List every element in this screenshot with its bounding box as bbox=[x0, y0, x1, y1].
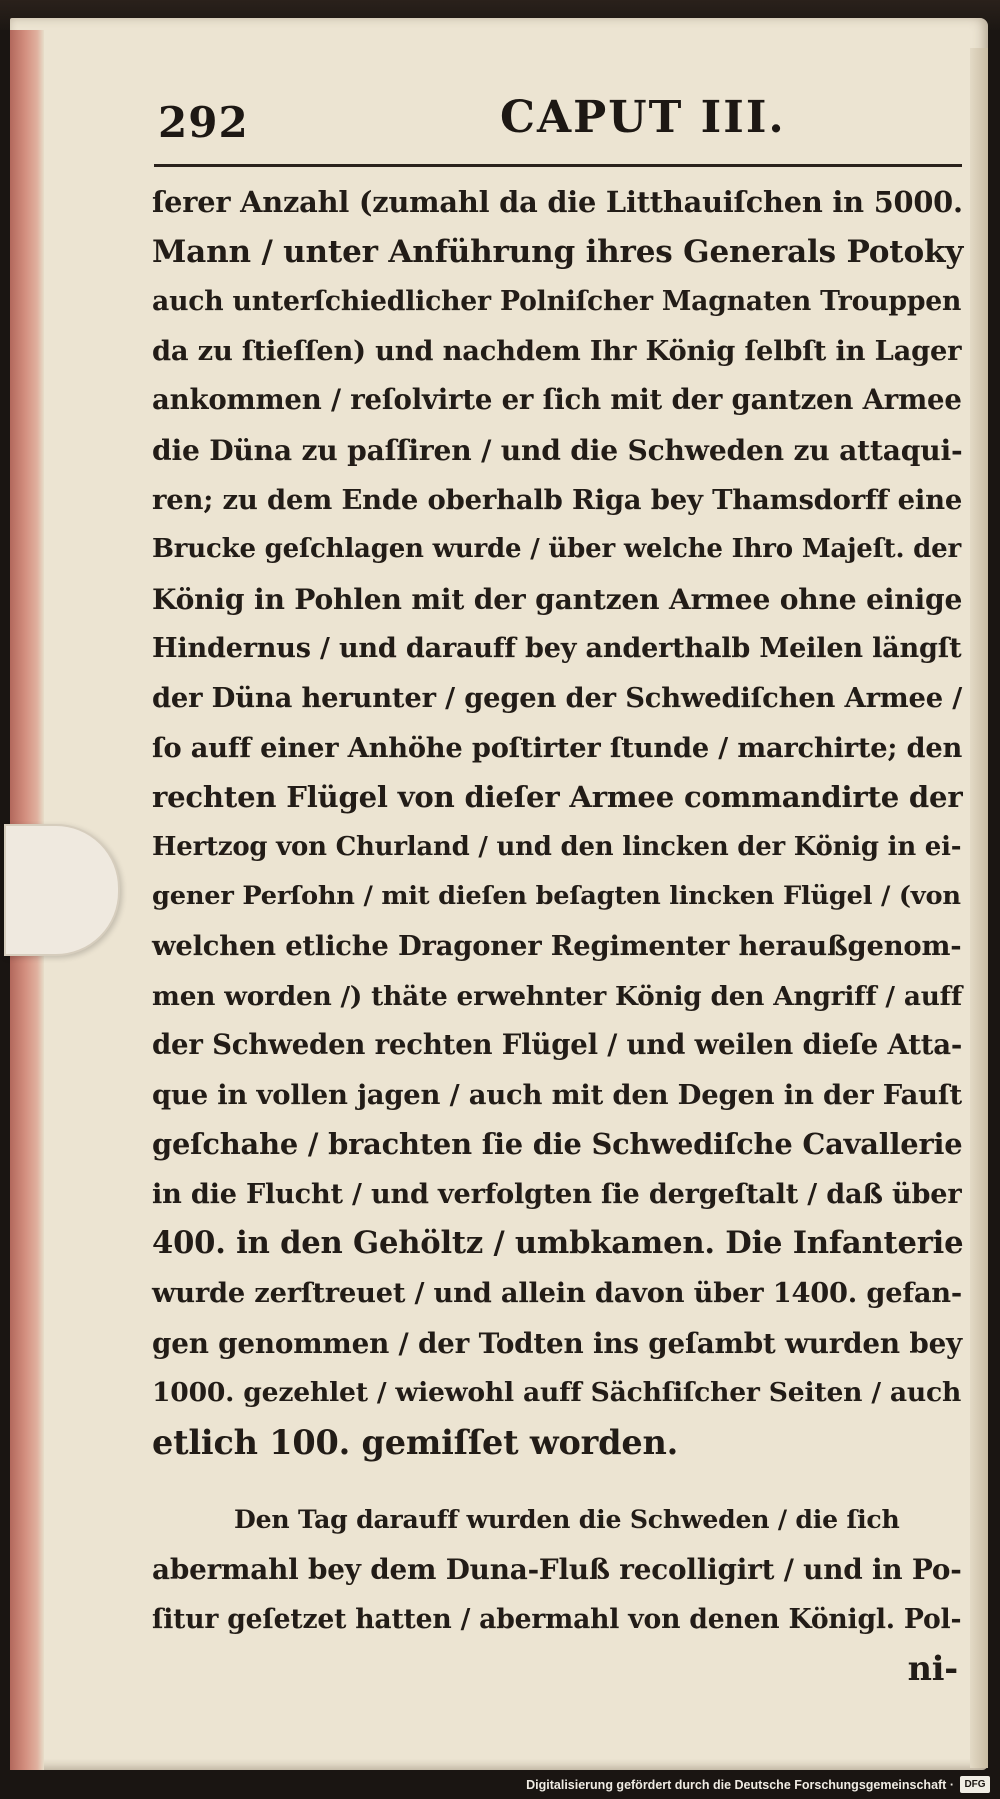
text-line: gen genommen / der Todten ins geſambt wurden bey bbox=[152, 1326, 962, 1360]
text-line: geſchahe / brachten ſie die Schwediſche Cavallerie bbox=[152, 1127, 963, 1162]
header-rule bbox=[154, 164, 962, 167]
text-line: der Düna herunter / gegen der Schwediſchen Armee / bbox=[152, 681, 963, 714]
text-line: ren; zu dem Ende oberhalb Riga bey Thamsdorff eine bbox=[152, 483, 963, 516]
text-line: etlich 100. gemiſſet worden. bbox=[152, 1422, 679, 1462]
text-line: gener Perſohn / mit dieſen beſagten lincken Flügel / (von bbox=[152, 881, 961, 912]
text-line: da zu ſtieſſen) und nachdem Ihr König ſelbſt in Lager bbox=[152, 334, 962, 367]
body-text bbox=[152, 178, 964, 1694]
text-line: 400. in den Gehöltz / umbkamen. Die Infanterie bbox=[152, 1225, 964, 1262]
text-line: König in Pohlen mit der gantzen Armee ohne einige bbox=[152, 582, 963, 616]
text-line: welchen etliche Dragoner Regimenter heraußgenom- bbox=[152, 929, 962, 962]
running-head: CAPUT III. bbox=[500, 92, 786, 143]
text-line: ſitur geſetzet hatten / abermahl von denen Königl. Pol- bbox=[152, 1603, 962, 1635]
dfg-logo: DFG bbox=[960, 1776, 990, 1793]
page-right-edge bbox=[970, 48, 988, 1768]
text-line: Hertzog von Churland / und den lincken der König in ei- bbox=[152, 831, 962, 862]
text-line: Brucke geſchlagen wurde / über welche Ihro Majeſt. der bbox=[152, 534, 962, 565]
text-line: ſo auff einer Anhöhe poſtirter ſtunde / marchirte; den bbox=[152, 731, 963, 764]
catchword: ni- bbox=[907, 1649, 958, 1689]
text-line: Mann / unter Anführung ihres Generals Potoky bbox=[152, 233, 964, 270]
text-line: Hindernus / und darauff bey anderthalb Meilen längſt bbox=[152, 633, 962, 665]
text-line: ſerer Anzahl (zumahl da die Litthauiſchen in 5000. bbox=[152, 185, 963, 219]
text-line: auch unterſchiedlicher Polniſcher Magnaten Trouppen bbox=[152, 286, 962, 318]
paragraph-2 bbox=[152, 1495, 964, 1644]
text-line: wurde zerſtreuet / und allein davon über 1400. gefan- bbox=[152, 1277, 963, 1310]
text-line: Den Tag darauff wurden die Schweden / die ſich bbox=[234, 1504, 900, 1535]
page-number: 292 bbox=[158, 98, 249, 147]
text-line: abermahl bey dem Duna-Fluß recolligirt / und in Po- bbox=[152, 1553, 962, 1587]
page-clip-tab bbox=[4, 824, 120, 956]
text-line: men worden /) thäte erwehnter König den Angriff / auff bbox=[152, 980, 962, 1012]
text-line: der Schweden rechten Flügel / und weilen dieſe Atta- bbox=[152, 1029, 963, 1062]
text-line: 1000. gezehlet / wiewohl auff Sächſiſcher Seiten / auch bbox=[152, 1377, 962, 1409]
digitization-credit: Digitalisierung gefördert durch die Deutsche Forschungsgemeinschaft · bbox=[526, 1778, 954, 1792]
page-header bbox=[148, 92, 968, 152]
paragraph-gap bbox=[152, 1467, 964, 1495]
text-line: in die Flucht / und verfolgten ſie dergeſtalt / daß über bbox=[152, 1178, 962, 1210]
text-line: die Düna zu paſſiren / und die Schweden zu attaqui- bbox=[152, 433, 963, 467]
text-line: ankommen / reſolvirte er ſich mit der gantzen Armee bbox=[152, 384, 962, 417]
text-line: que in vollen jagen / auch mit den Degen in der Fauſt bbox=[152, 1078, 962, 1111]
paragraph-1 bbox=[152, 178, 964, 1467]
text-line: rechten Flügel von dieſer Armee commandirte der bbox=[152, 780, 963, 815]
